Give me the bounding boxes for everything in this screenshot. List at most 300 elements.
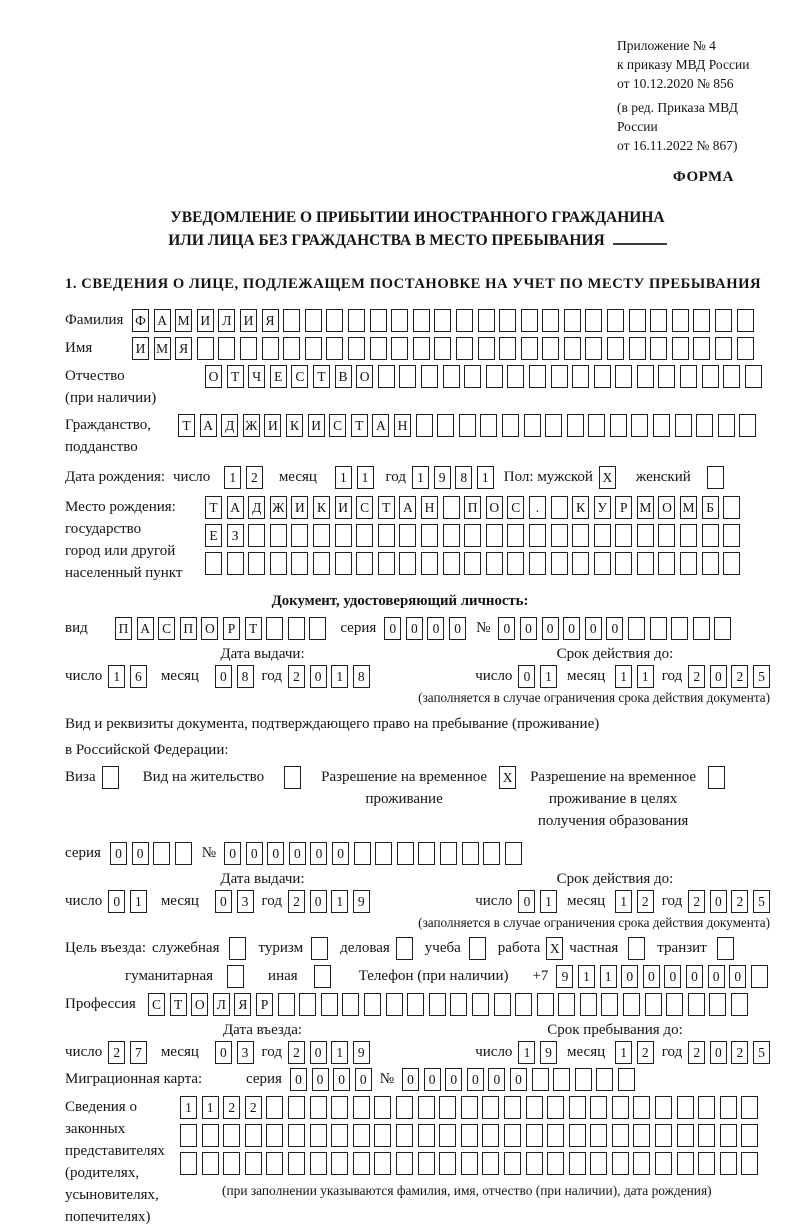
res-valid-month-boxes[interactable] bbox=[615, 890, 654, 913]
char-box[interactable] bbox=[443, 496, 460, 519]
res-issue-day-boxes[interactable] bbox=[108, 890, 147, 913]
char-box[interactable] bbox=[370, 337, 387, 360]
char-box[interactable] bbox=[590, 1096, 607, 1119]
char-box[interactable] bbox=[526, 1152, 543, 1175]
char-box[interactable] bbox=[461, 1096, 478, 1119]
char-box[interactable] bbox=[594, 365, 611, 388]
char-box[interactable] bbox=[741, 1096, 758, 1119]
char-box[interactable] bbox=[396, 1124, 413, 1147]
char-box[interactable] bbox=[739, 414, 756, 437]
stay-year-boxes[interactable] bbox=[688, 1041, 770, 1064]
char-box[interactable]: И bbox=[291, 496, 308, 519]
char-box[interactable]: П bbox=[180, 617, 197, 640]
char-box[interactable]: 2 bbox=[637, 890, 654, 913]
char-box[interactable]: 0 bbox=[729, 965, 746, 988]
char-box[interactable] bbox=[715, 309, 732, 332]
char-box[interactable] bbox=[461, 1152, 478, 1175]
char-box[interactable]: Е bbox=[270, 365, 287, 388]
char-box[interactable]: 0 bbox=[585, 617, 602, 640]
char-box[interactable]: 0 bbox=[310, 665, 327, 688]
char-box[interactable] bbox=[658, 524, 675, 547]
stay-day-boxes[interactable] bbox=[518, 1041, 557, 1064]
char-box[interactable] bbox=[348, 309, 365, 332]
char-box[interactable] bbox=[693, 309, 710, 332]
char-box[interactable] bbox=[248, 524, 265, 547]
char-box[interactable] bbox=[418, 1096, 435, 1119]
char-box[interactable]: 0 bbox=[108, 890, 125, 913]
char-box[interactable] bbox=[437, 414, 454, 437]
char-box[interactable] bbox=[607, 337, 624, 360]
char-box[interactable] bbox=[486, 365, 503, 388]
char-box[interactable] bbox=[310, 1096, 327, 1119]
char-box[interactable]: X bbox=[599, 466, 616, 489]
char-box[interactable] bbox=[551, 524, 568, 547]
char-box[interactable] bbox=[650, 337, 667, 360]
char-box[interactable] bbox=[248, 552, 265, 575]
char-box[interactable] bbox=[331, 1152, 348, 1175]
char-box[interactable]: Б bbox=[702, 496, 719, 519]
char-box[interactable]: 0 bbox=[332, 842, 349, 865]
char-box[interactable] bbox=[658, 365, 675, 388]
char-box[interactable]: К bbox=[572, 496, 589, 519]
char-box[interactable] bbox=[396, 937, 413, 960]
char-box[interactable] bbox=[693, 617, 710, 640]
birth-month-boxes[interactable] bbox=[335, 466, 374, 489]
char-box[interactable] bbox=[288, 617, 305, 640]
char-box[interactable]: О bbox=[658, 496, 675, 519]
char-box[interactable] bbox=[723, 524, 740, 547]
char-box[interactable]: 0 bbox=[520, 617, 537, 640]
char-box[interactable]: А bbox=[399, 496, 416, 519]
char-box[interactable] bbox=[504, 1096, 521, 1119]
char-box[interactable] bbox=[229, 937, 246, 960]
char-box[interactable]: 0 bbox=[563, 617, 580, 640]
purpose-humanitarian-checkbox[interactable] bbox=[227, 965, 244, 988]
char-box[interactable]: И bbox=[132, 337, 149, 360]
char-box[interactable] bbox=[585, 337, 602, 360]
char-box[interactable] bbox=[180, 1152, 197, 1175]
char-box[interactable] bbox=[378, 524, 395, 547]
char-box[interactable] bbox=[262, 337, 279, 360]
char-box[interactable]: Я bbox=[175, 337, 192, 360]
char-box[interactable] bbox=[439, 1096, 456, 1119]
char-box[interactable] bbox=[720, 1152, 737, 1175]
char-box[interactable] bbox=[421, 365, 438, 388]
char-box[interactable] bbox=[707, 466, 724, 489]
char-box[interactable] bbox=[331, 1096, 348, 1119]
char-box[interactable]: У bbox=[594, 496, 611, 519]
char-box[interactable]: 1 bbox=[202, 1096, 219, 1119]
char-box[interactable] bbox=[305, 337, 322, 360]
char-box[interactable] bbox=[698, 1124, 715, 1147]
char-box[interactable] bbox=[391, 309, 408, 332]
char-box[interactable] bbox=[399, 552, 416, 575]
res-series-boxes[interactable] bbox=[110, 842, 192, 865]
res-number-boxes[interactable] bbox=[224, 842, 522, 865]
char-box[interactable]: Ж bbox=[270, 496, 287, 519]
char-box[interactable] bbox=[655, 1096, 672, 1119]
char-box[interactable]: 1 bbox=[477, 466, 494, 489]
char-box[interactable] bbox=[396, 1096, 413, 1119]
char-box[interactable] bbox=[443, 552, 460, 575]
entry-day-boxes[interactable] bbox=[108, 1041, 147, 1064]
char-box[interactable] bbox=[680, 365, 697, 388]
char-box[interactable] bbox=[650, 309, 667, 332]
char-box[interactable] bbox=[741, 1124, 758, 1147]
char-box[interactable] bbox=[702, 365, 719, 388]
char-box[interactable] bbox=[443, 365, 460, 388]
char-box[interactable] bbox=[709, 993, 726, 1016]
char-box[interactable]: Р bbox=[223, 617, 240, 640]
char-box[interactable]: Т bbox=[205, 496, 222, 519]
char-box[interactable] bbox=[594, 524, 611, 547]
birth-place-row2[interactable] bbox=[205, 524, 740, 547]
char-box[interactable] bbox=[482, 1152, 499, 1175]
char-box[interactable] bbox=[378, 365, 395, 388]
char-box[interactable]: 0 bbox=[312, 1068, 329, 1091]
char-box[interactable] bbox=[299, 993, 316, 1016]
char-box[interactable]: С bbox=[148, 993, 165, 1016]
char-box[interactable] bbox=[737, 337, 754, 360]
char-box[interactable] bbox=[671, 617, 688, 640]
char-box[interactable] bbox=[418, 1152, 435, 1175]
char-box[interactable]: 0 bbox=[310, 890, 327, 913]
char-box[interactable]: . bbox=[529, 496, 546, 519]
char-box[interactable] bbox=[386, 993, 403, 1016]
char-box[interactable]: 0 bbox=[621, 965, 638, 988]
char-box[interactable]: 3 bbox=[237, 1041, 254, 1064]
char-box[interactable]: 2 bbox=[245, 1096, 262, 1119]
birth-day-boxes[interactable] bbox=[224, 466, 263, 489]
char-box[interactable]: 2 bbox=[688, 890, 705, 913]
char-box[interactable]: 2 bbox=[731, 890, 748, 913]
char-box[interactable] bbox=[515, 993, 532, 1016]
doc-kind-boxes[interactable] bbox=[115, 617, 326, 640]
temp-residence-checkbox[interactable] bbox=[499, 766, 516, 789]
char-box[interactable]: 0 bbox=[467, 1068, 484, 1091]
char-box[interactable] bbox=[480, 414, 497, 437]
char-box[interactable]: 7 bbox=[130, 1041, 147, 1064]
char-box[interactable] bbox=[542, 337, 559, 360]
birth-place-row1[interactable] bbox=[205, 496, 740, 519]
char-box[interactable] bbox=[483, 842, 500, 865]
doc-issue-month-boxes[interactable] bbox=[215, 665, 254, 688]
char-box[interactable] bbox=[623, 993, 640, 1016]
doc-series-boxes[interactable] bbox=[384, 617, 466, 640]
char-box[interactable]: Н bbox=[394, 414, 411, 437]
char-box[interactable]: 1 bbox=[600, 965, 617, 988]
char-box[interactable]: 0 bbox=[215, 890, 232, 913]
char-box[interactable] bbox=[353, 1096, 370, 1119]
char-box[interactable] bbox=[399, 365, 416, 388]
char-box[interactable]: 5 bbox=[753, 1041, 770, 1064]
char-box[interactable] bbox=[396, 1152, 413, 1175]
char-box[interactable] bbox=[314, 965, 331, 988]
char-box[interactable] bbox=[551, 552, 568, 575]
char-box[interactable] bbox=[666, 993, 683, 1016]
char-box[interactable]: М bbox=[637, 496, 654, 519]
char-box[interactable] bbox=[270, 552, 287, 575]
char-box[interactable] bbox=[356, 552, 373, 575]
char-box[interactable] bbox=[723, 365, 740, 388]
char-box[interactable] bbox=[499, 337, 516, 360]
char-box[interactable] bbox=[677, 1152, 694, 1175]
char-box[interactable]: 0 bbox=[710, 665, 727, 688]
char-box[interactable] bbox=[715, 337, 732, 360]
char-box[interactable]: Л bbox=[213, 993, 230, 1016]
char-box[interactable]: С bbox=[507, 496, 524, 519]
char-box[interactable] bbox=[202, 1124, 219, 1147]
char-box[interactable]: X bbox=[499, 766, 516, 789]
char-box[interactable] bbox=[459, 414, 476, 437]
char-box[interactable] bbox=[547, 1096, 564, 1119]
char-box[interactable] bbox=[521, 309, 538, 332]
char-box[interactable] bbox=[434, 337, 451, 360]
char-box[interactable]: 1 bbox=[615, 665, 632, 688]
char-box[interactable] bbox=[288, 1124, 305, 1147]
char-box[interactable] bbox=[702, 552, 719, 575]
char-box[interactable] bbox=[335, 552, 352, 575]
char-box[interactable] bbox=[421, 524, 438, 547]
char-box[interactable] bbox=[547, 1152, 564, 1175]
char-box[interactable] bbox=[378, 552, 395, 575]
char-box[interactable] bbox=[612, 1096, 629, 1119]
char-box[interactable] bbox=[610, 414, 627, 437]
char-box[interactable]: Ф bbox=[132, 309, 149, 332]
char-box[interactable] bbox=[529, 552, 546, 575]
char-box[interactable] bbox=[311, 937, 328, 960]
char-box[interactable]: Д bbox=[221, 414, 238, 437]
char-box[interactable]: З bbox=[227, 524, 244, 547]
char-box[interactable]: 0 bbox=[246, 842, 263, 865]
char-box[interactable] bbox=[245, 1124, 262, 1147]
char-box[interactable] bbox=[202, 1152, 219, 1175]
birth-place-row3[interactable] bbox=[205, 552, 740, 575]
char-box[interactable] bbox=[375, 842, 392, 865]
char-box[interactable] bbox=[718, 414, 735, 437]
char-box[interactable] bbox=[266, 1096, 283, 1119]
purpose-tourism-checkbox[interactable] bbox=[311, 937, 328, 960]
char-box[interactable] bbox=[469, 937, 486, 960]
char-box[interactable] bbox=[486, 552, 503, 575]
char-box[interactable] bbox=[672, 337, 689, 360]
char-box[interactable]: 2 bbox=[731, 665, 748, 688]
char-box[interactable]: 0 bbox=[664, 965, 681, 988]
char-box[interactable]: Ч bbox=[248, 365, 265, 388]
char-box[interactable]: 0 bbox=[224, 842, 241, 865]
char-box[interactable] bbox=[708, 766, 725, 789]
patronymic-boxes[interactable] bbox=[205, 365, 762, 388]
char-box[interactable]: 1 bbox=[331, 665, 348, 688]
char-box[interactable]: А bbox=[372, 414, 389, 437]
char-box[interactable]: П bbox=[115, 617, 132, 640]
char-box[interactable] bbox=[529, 365, 546, 388]
char-box[interactable]: 2 bbox=[288, 890, 305, 913]
char-box[interactable] bbox=[653, 414, 670, 437]
purpose-study-checkbox[interactable] bbox=[469, 937, 486, 960]
char-box[interactable] bbox=[688, 993, 705, 1016]
char-box[interactable] bbox=[702, 524, 719, 547]
char-box[interactable] bbox=[456, 309, 473, 332]
res-issue-month-boxes[interactable] bbox=[215, 890, 254, 913]
char-box[interactable] bbox=[266, 617, 283, 640]
char-box[interactable] bbox=[564, 309, 581, 332]
char-box[interactable] bbox=[180, 1124, 197, 1147]
sex-female-checkbox[interactable] bbox=[707, 466, 724, 489]
purpose-commercial-checkbox[interactable] bbox=[396, 937, 413, 960]
char-box[interactable] bbox=[313, 552, 330, 575]
char-box[interactable]: О bbox=[356, 365, 373, 388]
char-box[interactable] bbox=[537, 993, 554, 1016]
char-box[interactable]: 1 bbox=[615, 890, 632, 913]
char-box[interactable]: 1 bbox=[518, 1041, 535, 1064]
entry-month-boxes[interactable] bbox=[215, 1041, 254, 1064]
char-box[interactable]: 0 bbox=[518, 890, 535, 913]
char-box[interactable] bbox=[399, 524, 416, 547]
char-box[interactable]: 9 bbox=[353, 890, 370, 913]
char-box[interactable] bbox=[680, 524, 697, 547]
char-box[interactable]: 0 bbox=[333, 1068, 350, 1091]
char-box[interactable]: А bbox=[200, 414, 217, 437]
char-box[interactable]: К bbox=[313, 496, 330, 519]
char-box[interactable] bbox=[737, 309, 754, 332]
char-box[interactable] bbox=[413, 337, 430, 360]
char-box[interactable] bbox=[558, 993, 575, 1016]
char-box[interactable] bbox=[526, 1124, 543, 1147]
char-box[interactable] bbox=[580, 993, 597, 1016]
char-box[interactable] bbox=[464, 552, 481, 575]
char-box[interactable]: Т bbox=[227, 365, 244, 388]
char-box[interactable] bbox=[698, 1152, 715, 1175]
char-box[interactable] bbox=[618, 1068, 635, 1091]
char-box[interactable]: 0 bbox=[710, 890, 727, 913]
char-box[interactable] bbox=[504, 1152, 521, 1175]
char-box[interactable]: 2 bbox=[637, 1041, 654, 1064]
char-box[interactable] bbox=[464, 524, 481, 547]
char-box[interactable] bbox=[745, 365, 762, 388]
char-box[interactable]: 9 bbox=[353, 1041, 370, 1064]
char-box[interactable] bbox=[218, 337, 235, 360]
char-box[interactable] bbox=[291, 524, 308, 547]
char-box[interactable]: К bbox=[286, 414, 303, 437]
char-box[interactable] bbox=[677, 1096, 694, 1119]
char-box[interactable] bbox=[677, 1124, 694, 1147]
char-box[interactable] bbox=[245, 1152, 262, 1175]
char-box[interactable]: О bbox=[205, 365, 222, 388]
doc-valid-day-boxes[interactable] bbox=[518, 665, 557, 688]
char-box[interactable] bbox=[309, 617, 326, 640]
char-box[interactable] bbox=[723, 496, 740, 519]
char-box[interactable]: 0 bbox=[355, 1068, 372, 1091]
char-box[interactable] bbox=[266, 1124, 283, 1147]
reps-row1[interactable] bbox=[180, 1096, 758, 1119]
char-box[interactable]: С bbox=[356, 496, 373, 519]
char-box[interactable]: 0 bbox=[310, 1041, 327, 1064]
temp-residence-edu-checkbox[interactable] bbox=[708, 766, 725, 789]
char-box[interactable]: П bbox=[464, 496, 481, 519]
char-box[interactable] bbox=[416, 414, 433, 437]
char-box[interactable] bbox=[331, 1124, 348, 1147]
char-box[interactable] bbox=[714, 617, 731, 640]
char-box[interactable] bbox=[499, 309, 516, 332]
char-box[interactable]: О bbox=[486, 496, 503, 519]
char-box[interactable] bbox=[628, 617, 645, 640]
char-box[interactable] bbox=[374, 1152, 391, 1175]
char-box[interactable]: 0 bbox=[310, 842, 327, 865]
char-box[interactable] bbox=[175, 842, 192, 865]
char-box[interactable] bbox=[637, 365, 654, 388]
char-box[interactable] bbox=[545, 414, 562, 437]
char-box[interactable] bbox=[270, 524, 287, 547]
char-box[interactable] bbox=[731, 993, 748, 1016]
char-box[interactable] bbox=[569, 1152, 586, 1175]
char-box[interactable] bbox=[720, 1124, 737, 1147]
purpose-business-checkbox[interactable] bbox=[229, 937, 246, 960]
char-box[interactable]: 9 bbox=[540, 1041, 557, 1064]
char-box[interactable] bbox=[751, 965, 768, 988]
residence-permit-checkbox[interactable] bbox=[284, 766, 301, 789]
char-box[interactable]: 1 bbox=[331, 1041, 348, 1064]
char-box[interactable] bbox=[494, 993, 511, 1016]
reps-row2[interactable] bbox=[180, 1124, 758, 1147]
char-box[interactable] bbox=[590, 1152, 607, 1175]
entry-year-boxes[interactable] bbox=[288, 1041, 370, 1064]
char-box[interactable] bbox=[197, 337, 214, 360]
char-box[interactable]: 6 bbox=[130, 665, 147, 688]
char-box[interactable]: Т bbox=[170, 993, 187, 1016]
char-box[interactable] bbox=[675, 414, 692, 437]
char-box[interactable] bbox=[354, 842, 371, 865]
char-box[interactable] bbox=[418, 842, 435, 865]
char-box[interactable]: В bbox=[335, 365, 352, 388]
doc-number-boxes[interactable] bbox=[498, 617, 731, 640]
char-box[interactable] bbox=[482, 1096, 499, 1119]
char-box[interactable] bbox=[569, 1096, 586, 1119]
char-box[interactable]: X bbox=[546, 937, 563, 960]
char-box[interactable]: С bbox=[291, 365, 308, 388]
char-box[interactable]: Д bbox=[248, 496, 265, 519]
char-box[interactable]: 5 bbox=[753, 665, 770, 688]
char-box[interactable] bbox=[305, 309, 322, 332]
char-box[interactable] bbox=[223, 1124, 240, 1147]
char-box[interactable]: 0 bbox=[488, 1068, 505, 1091]
doc-valid-month-boxes[interactable] bbox=[615, 665, 654, 688]
char-box[interactable]: А bbox=[137, 617, 154, 640]
char-box[interactable]: 2 bbox=[288, 665, 305, 688]
char-box[interactable]: 1 bbox=[180, 1096, 197, 1119]
char-box[interactable] bbox=[288, 1152, 305, 1175]
char-box[interactable] bbox=[310, 1152, 327, 1175]
char-box[interactable] bbox=[348, 337, 365, 360]
char-box[interactable] bbox=[407, 993, 424, 1016]
char-box[interactable]: 0 bbox=[384, 617, 401, 640]
char-box[interactable] bbox=[572, 552, 589, 575]
char-box[interactable]: 1 bbox=[335, 466, 352, 489]
char-box[interactable] bbox=[227, 552, 244, 575]
char-box[interactable] bbox=[596, 1068, 613, 1091]
char-box[interactable] bbox=[633, 1096, 650, 1119]
char-box[interactable]: 0 bbox=[686, 965, 703, 988]
doc-issue-year-boxes[interactable] bbox=[288, 665, 370, 688]
char-box[interactable] bbox=[356, 524, 373, 547]
char-box[interactable] bbox=[391, 337, 408, 360]
char-box[interactable] bbox=[551, 496, 568, 519]
char-box[interactable] bbox=[615, 552, 632, 575]
res-valid-day-boxes[interactable] bbox=[518, 890, 557, 913]
char-box[interactable] bbox=[612, 1124, 629, 1147]
char-box[interactable]: 0 bbox=[606, 617, 623, 640]
char-box[interactable]: С bbox=[329, 414, 346, 437]
